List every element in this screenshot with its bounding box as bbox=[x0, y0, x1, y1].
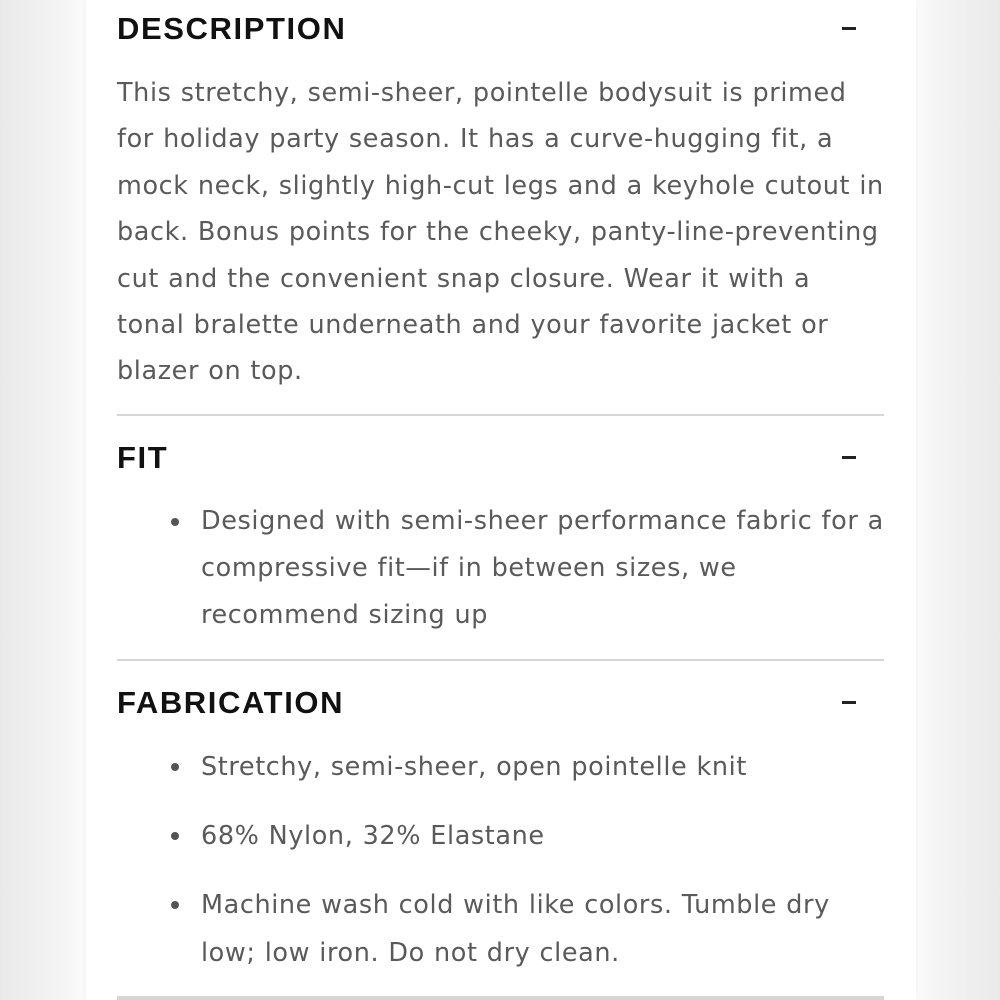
fabrication-title: FABRICATION bbox=[117, 685, 345, 720]
bullet-icon bbox=[171, 763, 179, 771]
description-collapse-icon[interactable] bbox=[842, 27, 856, 30]
fit-list bbox=[117, 498, 884, 639]
bullet-icon bbox=[171, 832, 179, 840]
fabrication-list bbox=[117, 743, 884, 977]
fit-collapse-icon[interactable] bbox=[842, 456, 856, 459]
fabrication-item-text: 68% Nylon, 32% Elastane bbox=[201, 821, 545, 851]
description-title: DESCRIPTION bbox=[117, 11, 347, 46]
fit-title: FIT bbox=[117, 440, 169, 475]
fabrication-list-item bbox=[117, 812, 884, 860]
bullet-icon bbox=[171, 518, 179, 526]
fit-item-text: Designed with semi-sheer performance fabric for a compressive fit—if in between sizes, we recommend sizing up bbox=[201, 506, 884, 630]
fabrication-collapse-icon[interactable] bbox=[842, 701, 856, 704]
fabrication-item-text: Machine wash cold with like colors. Tumble dry low; low iron. Do not dry clean. bbox=[201, 890, 830, 968]
fabrication-list-item bbox=[117, 881, 884, 977]
fit-list-item bbox=[117, 498, 884, 639]
description-header[interactable] bbox=[117, 13, 884, 45]
description-divider bbox=[117, 414, 884, 416]
fabrication-header[interactable] bbox=[117, 687, 884, 719]
fit-divider bbox=[117, 659, 884, 661]
bullet-icon bbox=[171, 901, 179, 909]
fabrication-item-text: Stretchy, semi-sheer, open pointelle knit bbox=[201, 752, 747, 782]
fabrication-divider bbox=[117, 996, 884, 1000]
fabrication-list-item bbox=[117, 743, 884, 791]
description-text: This stretchy, semi-sheer, pointelle bodysuit is primed for holiday party season. It has a curve-hugging fit, a mock neck, slightly high-cut legs and a keyhole cutout in back. Bonus points for the cheeky, panty-line-preventing cut and the convenient snap closure. Wear it with a tonal bralette underneath and your favorite jacket or blazer on top. bbox=[117, 78, 884, 387]
fit-header[interactable] bbox=[117, 442, 884, 474]
